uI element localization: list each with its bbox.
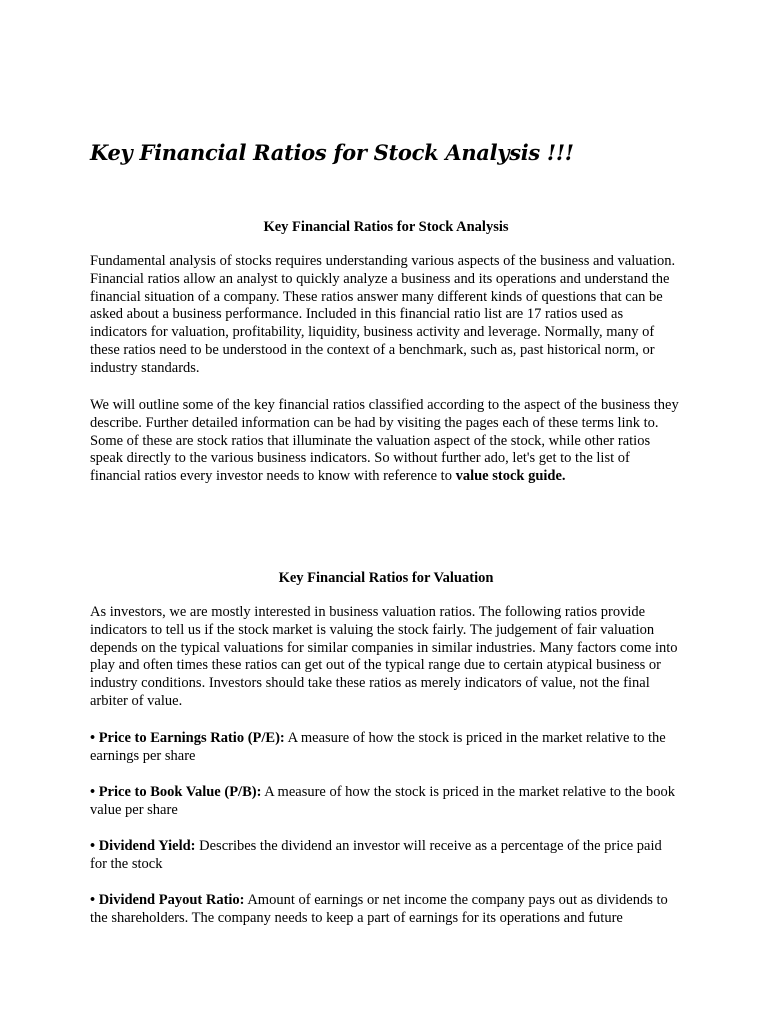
valuation-intro-paragraph: As investors, we are mostly interested in business valuation ratios. The following ratios provide indicators to tell us if the stock market is valuing the stock fairly. The judgement of fair valuation depends on the typical valuations for similar companies in similar industries. Many factors come into play and often times these ratios can get out of the typical range due to certain atypical business or industry conditions. Investors should take these ratios as merely indicators of value, not the final arbiter of value. [90,604,678,709]
list-item-term: • Dividend Yield: [90,838,196,854]
document-title: Key Financial Ratios for Stock Analysis !!! [90,140,574,165]
list-item-pe-ratio [90,730,682,766]
list-item-description: A measure of how the stock is priced in the market relative to the book value per share [90,784,675,818]
list-item-description: A measure of how the stock is priced in the market relative to the earnings per share [90,730,666,764]
intro-paragraph: Fundamental analysis of stocks requires understanding various aspects of the business and valuation. Financial ratios allow an analyst to quickly analyze a business and its operations and understand the financial situation of a company. These ratios answer many different kinds of questions that can be asked about a business performance. Included in this financial ratio list are 17 ratios used as indicators for valuation, profitability, liquidity, business activity and leverage. Normally, many of these ratios need to be understood in the context of a benchmark, such as, past historical norm, or industry standards. [90,253,676,376]
list-item-dividend-yield [90,838,682,874]
outline-paragraph-text: We will outline some of the key financial ratios classified according to the aspect of the business they describe. Further detailed information can be had by visiting the pages each of these terms link to. Some of these are stock ratios that illuminate the valuation aspect of the stock, while other ratios speak directly to the various business indicators. So without further ado, let's get to the list of financial ratios every investor needs to know with reference to [90,397,679,485]
section-heading-stock-analysis: Key Financial Ratios for Stock Analysis [263,219,509,235]
list-item-description: Amount of earnings or net income the company pays out as dividends to the shareholders. The company needs to keep a part of earnings for its operations and future [90,892,668,926]
list-item-term: • Price to Book Value (P/B): [90,784,262,800]
list-item-term: • Price to Earnings Ratio (P/E): [90,730,285,746]
section-heading-valuation: Key Financial Ratios for Valuation [278,570,494,586]
list-item-pb-ratio [90,784,682,820]
outline-paragraph [90,397,682,486]
list-item-description: Describes the dividend an investor will receive as a percentage of the price paid for the stock [90,838,662,872]
value-stock-guide-link: value stock guide. [455,468,566,485]
list-item-dividend-payout-ratio [90,892,682,928]
list-item-term: • Dividend Payout Ratio: [90,892,245,908]
